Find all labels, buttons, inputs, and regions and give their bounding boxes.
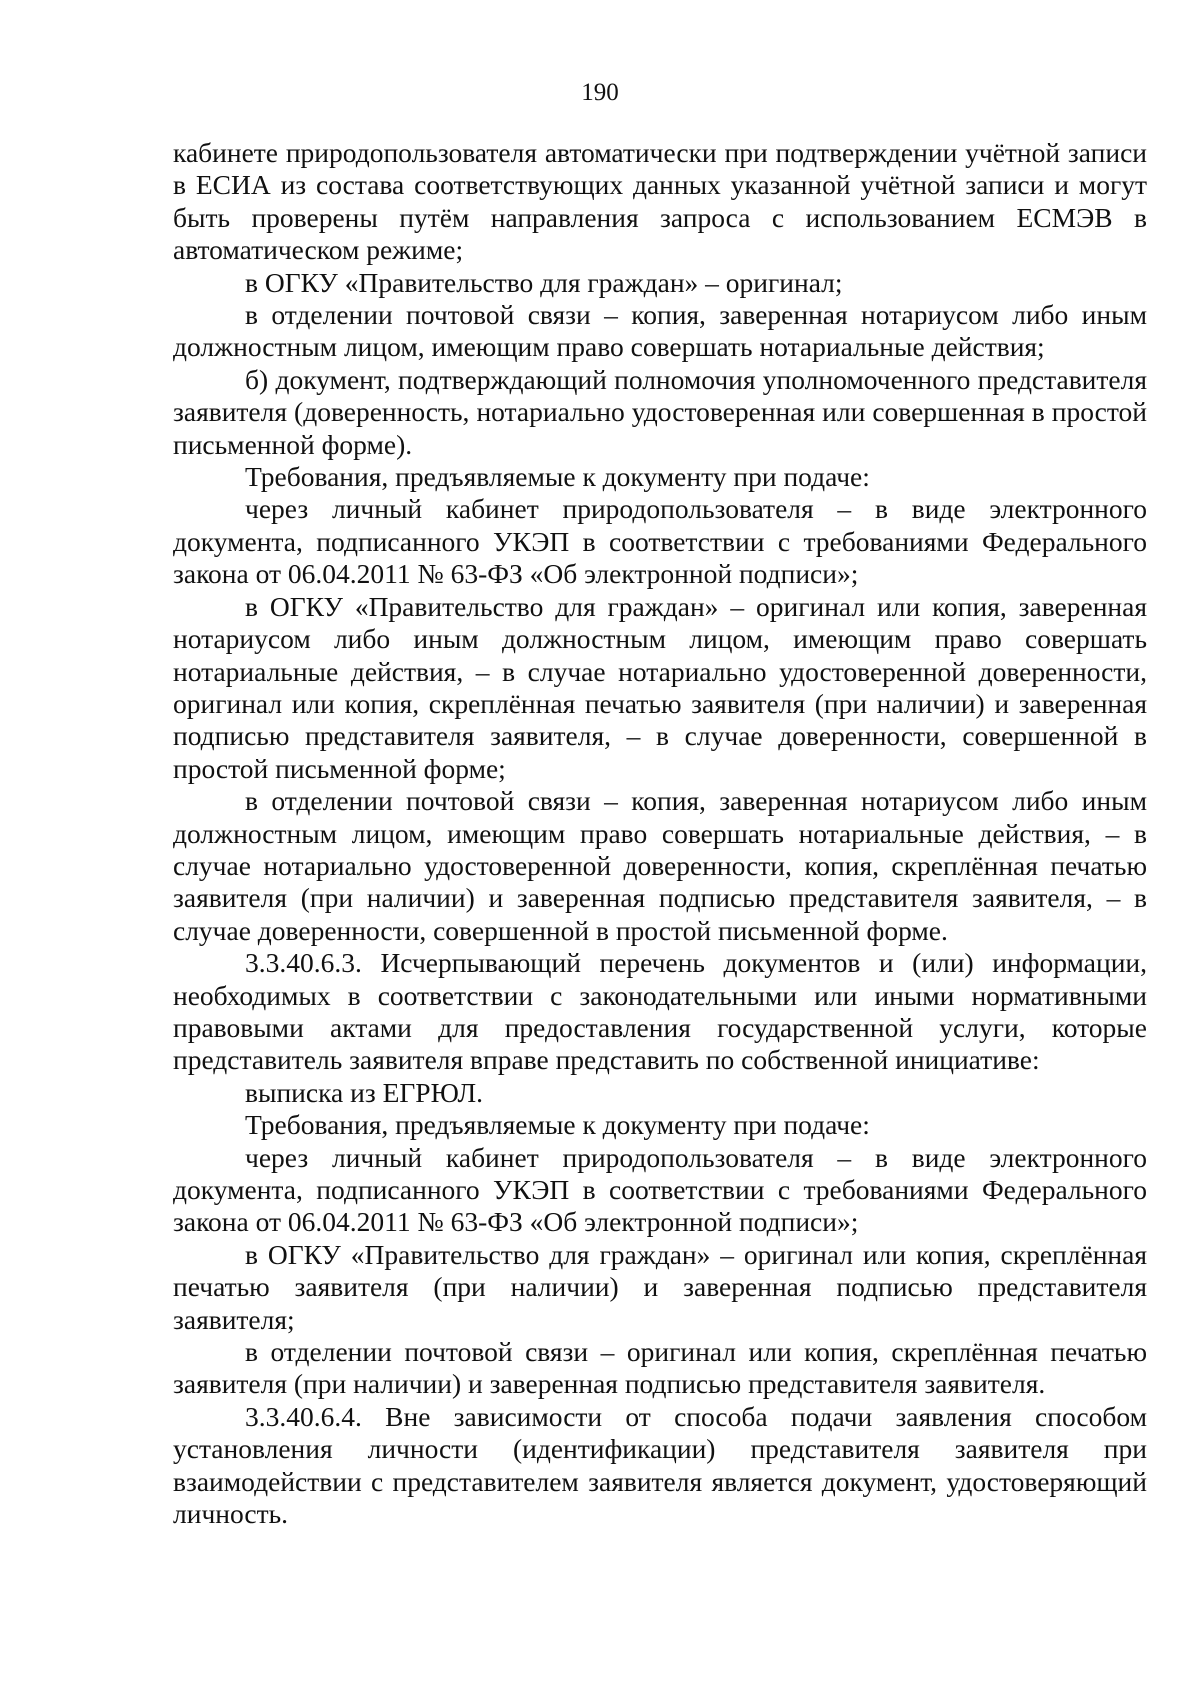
body-text bbox=[173, 137, 1147, 1530]
paragraph-continuation: кабинете природопользователя автоматически при подтверждении учётной записи в ЕСИА из состава соответствующих данных указанной учётной записи и могут быть проверены путём направления запроса с использованием ЕСМЭВ в автоматическом режиме; bbox=[173, 137, 1147, 266]
paragraph: в ОГКУ «Правительство для граждан» – оригинал или копия, скреплённая печатью заявителя (при наличии) и заверенная подписью представителя заявителя; bbox=[173, 1238, 1147, 1335]
paragraph: в отделении почтовой связи – копия, заверенная нотариусом либо иным должностным лицом, имеющим право совершать нотариальные действия, – в случае нотариально удостоверенной доверенности, копия, скреплённая печатью заявителя (при наличии) и заверенная подписью представителя заявителя, – в случае доверенности, совершенной в простой письменной форме. bbox=[173, 785, 1147, 946]
paragraph: через личный кабинет природопользователя – в виде электронного документа, подписанного УКЭП в соответствии с требованиями Федерального закона от 06.04.2011 № 63-ФЗ «Об электронной подписи»; bbox=[173, 1141, 1147, 1238]
paragraph: в отделении почтовой связи – копия, заверенная нотариусом либо иным должностным лицом, имеющим право совершать нотариальные действия; bbox=[173, 299, 1147, 363]
page-number: 190 bbox=[581, 79, 619, 106]
paragraph: Требования, предъявляемые к документу при подаче: bbox=[245, 461, 870, 493]
paragraph: Требования, предъявляемые к документу при подаче: bbox=[245, 1109, 870, 1141]
paragraph: выписка из ЕГРЮЛ. bbox=[245, 1076, 483, 1108]
paragraph: в ОГКУ «Правительство для граждан» – оригинал; bbox=[245, 266, 843, 298]
paragraph: в отделении почтовой связи – оригинал или копия, скреплённая печатью заявителя (при наличии) и заверенная подписью представителя заявителя. bbox=[173, 1336, 1147, 1400]
paragraph: б) документ, подтверждающий полномочия уполномоченного представителя заявителя (доверенность, нотариально удостоверенная или совершенная в простой письменной форме). bbox=[173, 363, 1147, 460]
paragraph: в ОГКУ «Правительство для граждан» – оригинал или копия, заверенная нотариусом либо иным должностным лицом, имеющим право совершать нотариальные действия, – в случае нотариально удостоверенной доверенности, оригинал или копия, скреплённая печатью заявителя (при наличии) и заверенная подписью представителя заявителя, – в случае доверенности, совершенной в простой письменной форме; bbox=[173, 590, 1147, 784]
paragraph: через личный кабинет природопользователя – в виде электронного документа, подписанного УКЭП в соответствии с требованиями Федерального закона от 06.04.2011 № 63-ФЗ «Об электронной подписи»; bbox=[173, 493, 1147, 590]
paragraph: 3.3.40.6.3. Исчерпывающий перечень документов и (или) информации, необходимых в соответствии с законодательными или иными нормативными правовыми актами для предоставления государственной услуги, которые представитель заявителя вправе представить по собственной инициативе: bbox=[173, 947, 1147, 1076]
paragraph: 3.3.40.6.4. Вне зависимости от способа подачи заявления способом установления личности (идентификации) представителя заявителя при взаимодействии с представителем заявителя является документ, удостоверяющий личность. bbox=[173, 1400, 1147, 1530]
